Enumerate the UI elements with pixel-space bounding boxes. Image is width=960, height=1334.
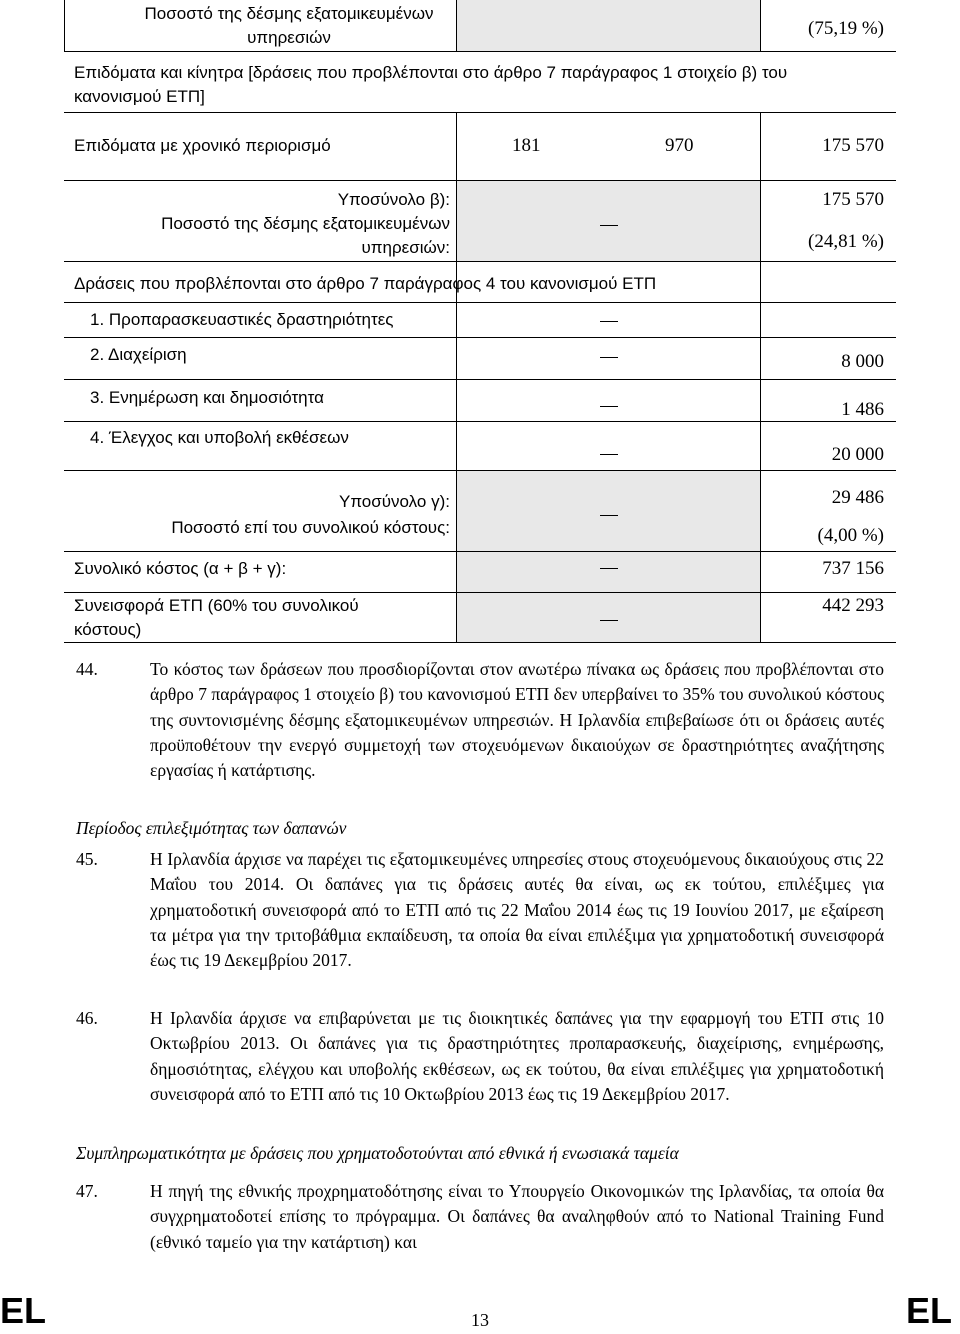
table-rule — [64, 0, 65, 51]
dash-mark — [600, 357, 618, 358]
paragraph-47 — [76, 1179, 884, 1255]
row-value: (24,81 %) — [808, 231, 884, 252]
table-rule — [64, 337, 896, 338]
dash-mark — [600, 454, 618, 455]
dash-mark — [600, 406, 618, 407]
shade-cell — [456, 470, 761, 551]
table-rule — [64, 180, 896, 181]
table-rule — [64, 470, 896, 471]
paragraph-46 — [76, 1006, 884, 1107]
row-label — [94, 212, 450, 260]
table-rule — [456, 0, 457, 51]
row-label: 3. Ενημέρωση και δημοσιότητα — [90, 388, 324, 407]
paragraph-text: Η Ιρλανδία άρχισε να επιβαρύνεται με τις διοικητικές δαπάνες για την εφαρμογή του ΕΤΠ στις 10 Οκτωβρίου 2013. Οι δαπάνες για τις δραστηριότητες προπαρασκευής, διαχείρισης, ενημέρωσης, δημοσιότητας, ελέγχου και υποβολής εκθέσεων, ως εκ τούτου, θα είναι επιλέξιμες για χρηματοδοτική συνεισφορά από το ΕΤΠ από τις 10 Οκτωβρίου 2013 έως τις 19 Δεκεμβρίου 2017. — [150, 1008, 884, 1104]
row-label: Ποσοστό της δέσμης εξατομικευμένων υπηρεσιών — [144, 4, 434, 47]
row-label: 2. Διαχείριση — [90, 345, 187, 364]
row-value: 8 000 — [841, 351, 884, 372]
paragraph-text: Η Ιρλανδία άρχισε να παρέχει τις εξατομικευμένες υπηρεσίες στους στοχευόμενους δικαιούχους στις 22 Μαΐου του 2014. Οι δαπάνες για τις δράσεις αυτές θα είναι, ως εκ τούτου, επιλέξιμες για χρηματοδοτική συνεισφορά από το ΕΤΠ από τις 22 Μαΐου 2014 έως τις 19 Ιουνίου 2017, με εξαίρεση τα μέτρα για την τριτοβάθμια εκπαίδευση, τα οποία θα είναι επιλέξιμα για χρηματοδοτική συνεισφορά έως τις 19 Δεκεμβρίου 2017. — [150, 849, 884, 971]
section-heading-period: Περίοδος επιλεξιμότητας των δαπανών — [76, 818, 347, 838]
shade-cell — [456, 0, 761, 51]
page-number: 13 — [471, 1310, 489, 1330]
budget-table — [64, 0, 896, 643]
paragraph-44 — [76, 657, 884, 783]
row-label: 1. Προπαρασκευαστικές δραστηριότητες — [90, 310, 394, 329]
paragraph-text: Η πηγή της εθνικής προχρηματοδότησης είναι το Υπουργείο Οικονομικών της Ιρλανδίας, τα οποία θα συγχρηματοδοτεί επίσης το πρόγραμμα. Οι δαπάνες θα αναληφθούν από το National Training Fund (εθνικό ταμείο για την κατάρτιση) και — [150, 1181, 884, 1252]
row-value: 20 000 — [831, 444, 884, 465]
paragraph-45 — [76, 847, 884, 973]
row-value: (4,00 %) — [817, 525, 884, 546]
section-heading-complementarity: Συμπληρωματικότητα με δράσεις που χρηματοδοτούνται από εθνικά ή ενωσιακά ταμεία — [76, 1143, 679, 1163]
row-label: Υποσύνολο γ): — [338, 492, 450, 511]
table-rule — [64, 112, 896, 113]
table-rule — [64, 642, 896, 643]
row-label: Επιδόματα και κίνητρα [δράσεις που προβλέπονται στο άρθρο 7 παράγραφος 1 στοιχείο β) του κανονισμού ΕΤΠ] — [74, 63, 788, 106]
row-value: 175 570 — [822, 189, 884, 210]
table-rule — [64, 592, 896, 593]
dash-mark — [600, 568, 618, 569]
paragraph-number: 45. — [76, 849, 98, 869]
table-rule — [64, 379, 896, 380]
shade-cell — [456, 180, 761, 261]
table-rule — [64, 51, 896, 52]
row-value: 442 293 — [822, 595, 884, 616]
paragraph-number: 46. — [76, 1008, 98, 1028]
row-value: 1 486 — [841, 399, 884, 420]
paragraph-number: 47. — [76, 1181, 98, 1201]
row-label: Συνολικό κόστος (α + β + γ): — [74, 559, 287, 578]
paragraph-number: 44. — [76, 659, 98, 679]
row-value: (75,19 %) — [808, 18, 884, 39]
row-label: Επιδόματα με χρονικό περιορισμό — [74, 136, 331, 155]
table-rule — [64, 551, 896, 552]
dash-mark — [600, 321, 618, 322]
table-rule — [760, 112, 761, 642]
row-label-text: Ποσοστό της δέσμης εξατομικευμένων υπηρεσιών: — [161, 214, 450, 257]
row-value: 175 570 — [822, 135, 884, 156]
row-label: Συνεισφορά ΕΤΠ (60% του συνολικού κόστους) — [74, 596, 359, 639]
shade-cell — [456, 592, 761, 643]
dash-mark — [600, 225, 618, 226]
paragraph-text: Το κόστος των δράσεων που προσδιορίζονται στον ανωτέρω πίνακα ως δράσεις που προβλέπονται στο άρθρο 7 παράγραφος 1 στοιχείο β) του κανονισμού ΕΤΠ δεν υπερβαίνει το 35% του συνολικού κόστους της συντονισμένης δέσμης εξατομικευμένων υπηρεσιών. Η Ιρλανδία επιβεβαίωσε ότι οι δράσεις αυτές προϋποθέτουν την ενεργό συμμετοχή των στοχευόμενων δικαιούχων σε δραστηριότητες αναζήτησης εργασίας ή κατάρτισης. — [150, 659, 884, 781]
dash-mark — [600, 515, 618, 516]
row-value: 29 486 — [831, 487, 884, 508]
unit-cost-value: 970 — [665, 135, 694, 156]
table-rule — [760, 0, 761, 51]
count-value: 181 — [512, 135, 541, 156]
shade-cell — [456, 551, 761, 592]
table-rule — [456, 112, 457, 642]
table-rule — [64, 302, 896, 303]
language-code-right: EL — [906, 1290, 953, 1331]
table-rule — [64, 261, 896, 262]
language-code-left: EL — [0, 1290, 47, 1331]
row-label: Ποσοστό επί του συνολικού κόστους: — [171, 518, 450, 537]
row-label: Δράσεις που προβλέπονται στο άρθρο 7 παράγραφος 4 του κανονισμού ΕΤΠ — [74, 274, 657, 293]
row-value: 737 156 — [822, 558, 884, 579]
dash-mark — [600, 620, 618, 621]
row-label: 4. Έλεγχος και υποβολή εκθέσεων — [90, 428, 349, 447]
row-label: Υποσύνολο β): — [337, 190, 450, 209]
